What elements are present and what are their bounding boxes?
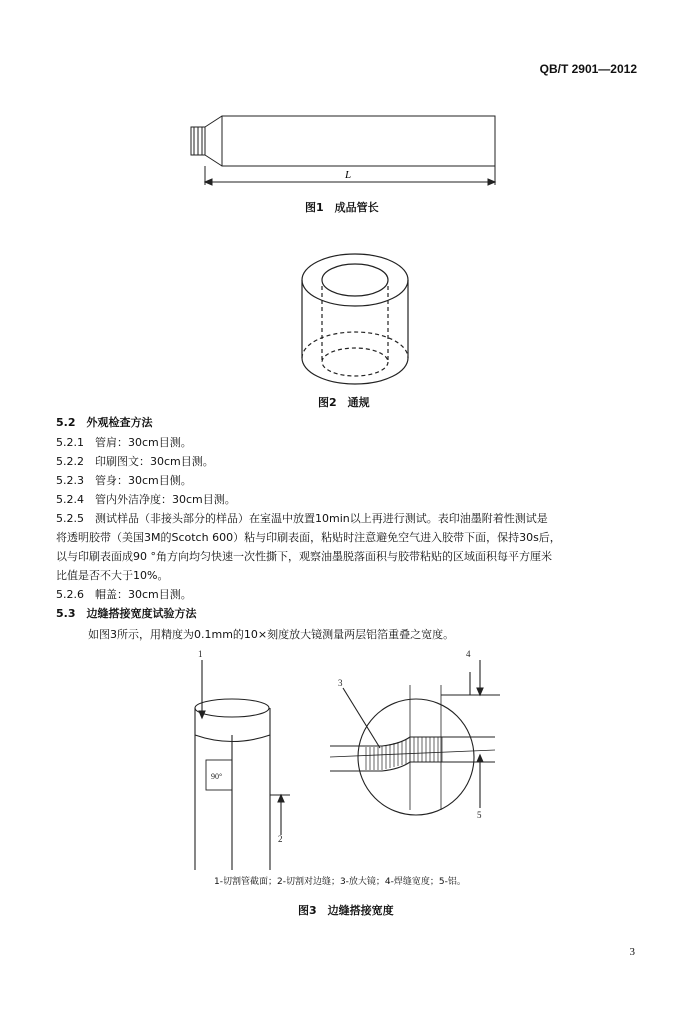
page-number: 3 [629,946,635,958]
callout-2: 2 [278,834,283,844]
callout-5: 5 [477,810,482,820]
strip-middle [330,750,495,757]
section-5-2-5-line-2: 将透明胶带（美国3M的Scotch 600）粘与印刷表面，粘贴时注意避免空气进入胶带下面，保持30s后， [56,531,561,544]
section-5-2-5-line-1: 5.2.5 测试样品（非接头部分的样品）在室温中放置10min以上再进行测试。表印油墨附着性测试是 [56,512,548,525]
figure-3-caption: 图3 边缝搭接宽度 [298,904,394,917]
figure-3-legend: 1-切割管截面；2-切割对边缝；3-放大镜；4-焊缝宽度；5-铝。 [214,877,466,887]
callout-4-head [477,688,483,695]
callout-4: 4 [466,649,471,659]
magnifier-circle [358,699,474,815]
section-5-2: 5.2 外观检查方法 [56,416,153,429]
callout-1: 1 [198,649,203,659]
callout-1-head [199,711,205,718]
section-5-2-3: 5.2.3 管身：30cm目侧。 [56,474,192,487]
figure-1-caption: 图1 成品管长 [305,201,379,214]
callout-3-leader [343,688,380,748]
section-5-2-4: 5.2.4 管内外洁净度：30cm目测。 [56,493,236,506]
figure-2-caption: 图2 通规 [318,396,370,409]
callout-3: 3 [338,678,343,688]
section-5-2-1: 5.2.1 管肩：30cm目测。 [56,436,192,449]
strip-bottom [330,762,495,771]
section-5-3: 5.3 边缝搭接宽度试验方法 [56,607,197,620]
section-5-2-2: 5.2.2 印刷图文：30cm目测。 [56,455,214,468]
callout-2-head [278,795,284,802]
strip-top [330,737,495,746]
angle-label: 90° [211,772,223,781]
section-5-2-5-line-4: 比值是否不大于10%。 [56,569,169,582]
section-5-2-6: 5.2.6 帽盖：30cm目测。 [56,588,192,601]
tube-top-opening [195,699,269,717]
standard-code: QB/T 2901—2012 [539,62,637,76]
callout-5-head [477,755,483,762]
label-L: L [345,169,352,181]
section-5-2-5-line-3: 以与印刷表面成90 °角方向均匀快速一次性撕下，观察油墨脱落面积与胶带粘贴的区域面积每平方厘米 [56,550,552,563]
section-5-3-paragraph: 如图3所示，用精度为0.1mm的10×刻度放大镜测量两层铝箔重叠之宽度。 [88,628,455,641]
